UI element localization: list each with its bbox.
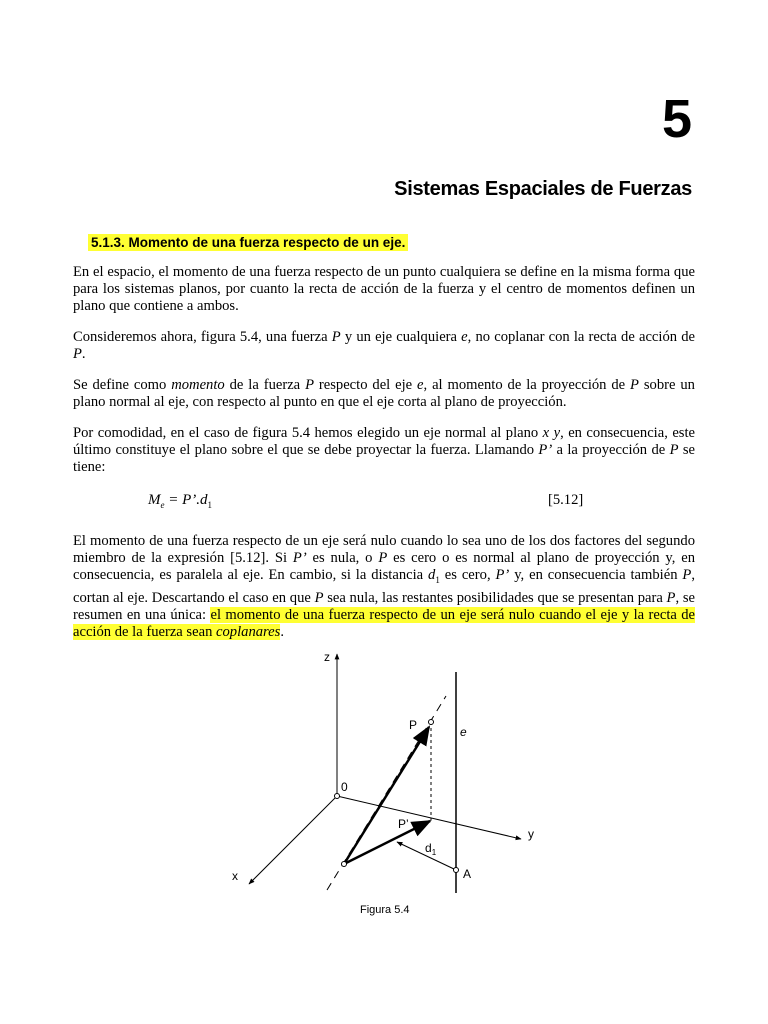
p2-var: P bbox=[73, 346, 82, 363]
equation-rhs: = P’.d bbox=[164, 492, 208, 508]
p5-var: d bbox=[428, 567, 436, 584]
equation-rhs-sub: 1 bbox=[207, 500, 213, 510]
p5-var: P bbox=[378, 550, 388, 567]
p2-text: Consideremos ahora, figura 5.4, una fuerza bbox=[73, 329, 332, 345]
p3-text: de la fuerza bbox=[224, 377, 306, 393]
p3-var: e bbox=[417, 377, 424, 393]
p3-text: sobre un plano normal al eje, con respecto al punto en que el eje corta al plano de proyección. bbox=[73, 377, 695, 411]
label-P-prime: P’ bbox=[398, 817, 409, 831]
chapter-title: Sistemas Espaciales de Fuerzas bbox=[394, 178, 692, 200]
p5-text: , cortan al eje. Descartando el caso en que bbox=[73, 567, 695, 606]
p4-var: x y bbox=[542, 425, 561, 441]
label-A: A bbox=[463, 867, 472, 881]
equation-number: [5.12] bbox=[548, 492, 584, 508]
point-base bbox=[342, 862, 347, 867]
highlight-term: coplanares bbox=[216, 623, 281, 640]
point-P bbox=[429, 720, 434, 725]
origin-point bbox=[335, 794, 340, 799]
p5-text: es cero o es normal al plano de proyección y, en consecuencia, es paralela al eje. En cambio, si la distancia bbox=[73, 550, 696, 584]
highlight-text: el momento de una fuerza respecto de un eje será nulo cuando el eje y la recta de acción de la fuerza sean bbox=[73, 606, 696, 640]
p5-text: El momento de una fuerza respecto de un eje será nulo cuando lo sea uno de los dos factores del segundo miembro de la expresión [5.12]. Si bbox=[73, 533, 695, 567]
x-axis bbox=[249, 796, 337, 884]
label-d-main: d bbox=[425, 841, 432, 855]
p5-var: P bbox=[682, 567, 692, 584]
p5-sub: 1 bbox=[435, 575, 440, 586]
p5-var: P’ bbox=[292, 550, 307, 567]
label-origin: 0 bbox=[341, 780, 348, 794]
p2-var: e bbox=[461, 329, 468, 345]
p2-text: y un eje cualquiera bbox=[340, 329, 462, 345]
p3-term: momento bbox=[171, 377, 225, 393]
p4-text: a la proyección de bbox=[552, 442, 670, 459]
p5-text: sea nula, las restantes posibilidades que se presentan para bbox=[323, 589, 667, 606]
label-y: y bbox=[528, 827, 534, 841]
section-heading: 5.1.3. Momento de una fuerza respecto de un eje. bbox=[88, 234, 408, 251]
paragraph-1-text: En el espacio, el momento de una fuerza respecto de un punto cualquiera se define en la misma forma que para los sistemas planos, por cuanto la recta de acción de la fuerza y el centro de momentos definen un plano que contiene a ambos. bbox=[73, 264, 695, 315]
p3-var: P bbox=[305, 377, 314, 393]
label-z: z bbox=[324, 650, 330, 664]
p4-var: P bbox=[669, 442, 679, 459]
p5-text: es cero, bbox=[439, 567, 496, 584]
p3-text: respecto del eje bbox=[313, 377, 418, 393]
label-P: P bbox=[409, 718, 418, 732]
p5-var: P’ bbox=[495, 567, 510, 584]
point-A bbox=[454, 868, 459, 873]
equation-lhs: M bbox=[148, 492, 161, 508]
p4-text: , en consecuencia, este último constituye el plano sobre el que se debe proyectar la fuerza. Llamando bbox=[73, 425, 696, 459]
p5-var: P bbox=[666, 589, 676, 606]
p2-text: , no coplanar con la recta de acción de bbox=[467, 329, 695, 345]
p5-var: P bbox=[314, 589, 324, 606]
figure-caption: Figura 5.4 bbox=[360, 904, 410, 916]
p3-text: Se define como bbox=[73, 377, 172, 393]
p5-text: , se resumen en una única: bbox=[73, 589, 695, 623]
p4-text: se tiene: bbox=[73, 442, 696, 476]
p3-var: P bbox=[630, 377, 639, 393]
chapter-number: 5 bbox=[661, 89, 692, 149]
equation-lhs-sub: e bbox=[160, 500, 165, 510]
label-x: x bbox=[232, 869, 238, 883]
p3-text: , al momento de la proyección de bbox=[423, 377, 631, 393]
p2-var: P bbox=[331, 329, 341, 345]
label-e: e bbox=[460, 725, 467, 739]
p4-text: Por comodidad, en el caso de figura 5.4 hemos elegido un eje normal al plano bbox=[73, 425, 543, 441]
label-d bbox=[425, 841, 437, 857]
p5-text: y, en consecuencia también bbox=[509, 567, 683, 584]
p4-var: P’ bbox=[538, 442, 553, 459]
label-d-sub: 1 bbox=[431, 848, 437, 857]
p2-text: . bbox=[81, 346, 86, 363]
p5-end: . bbox=[280, 623, 284, 640]
p5-text: es nula, o bbox=[306, 550, 379, 567]
